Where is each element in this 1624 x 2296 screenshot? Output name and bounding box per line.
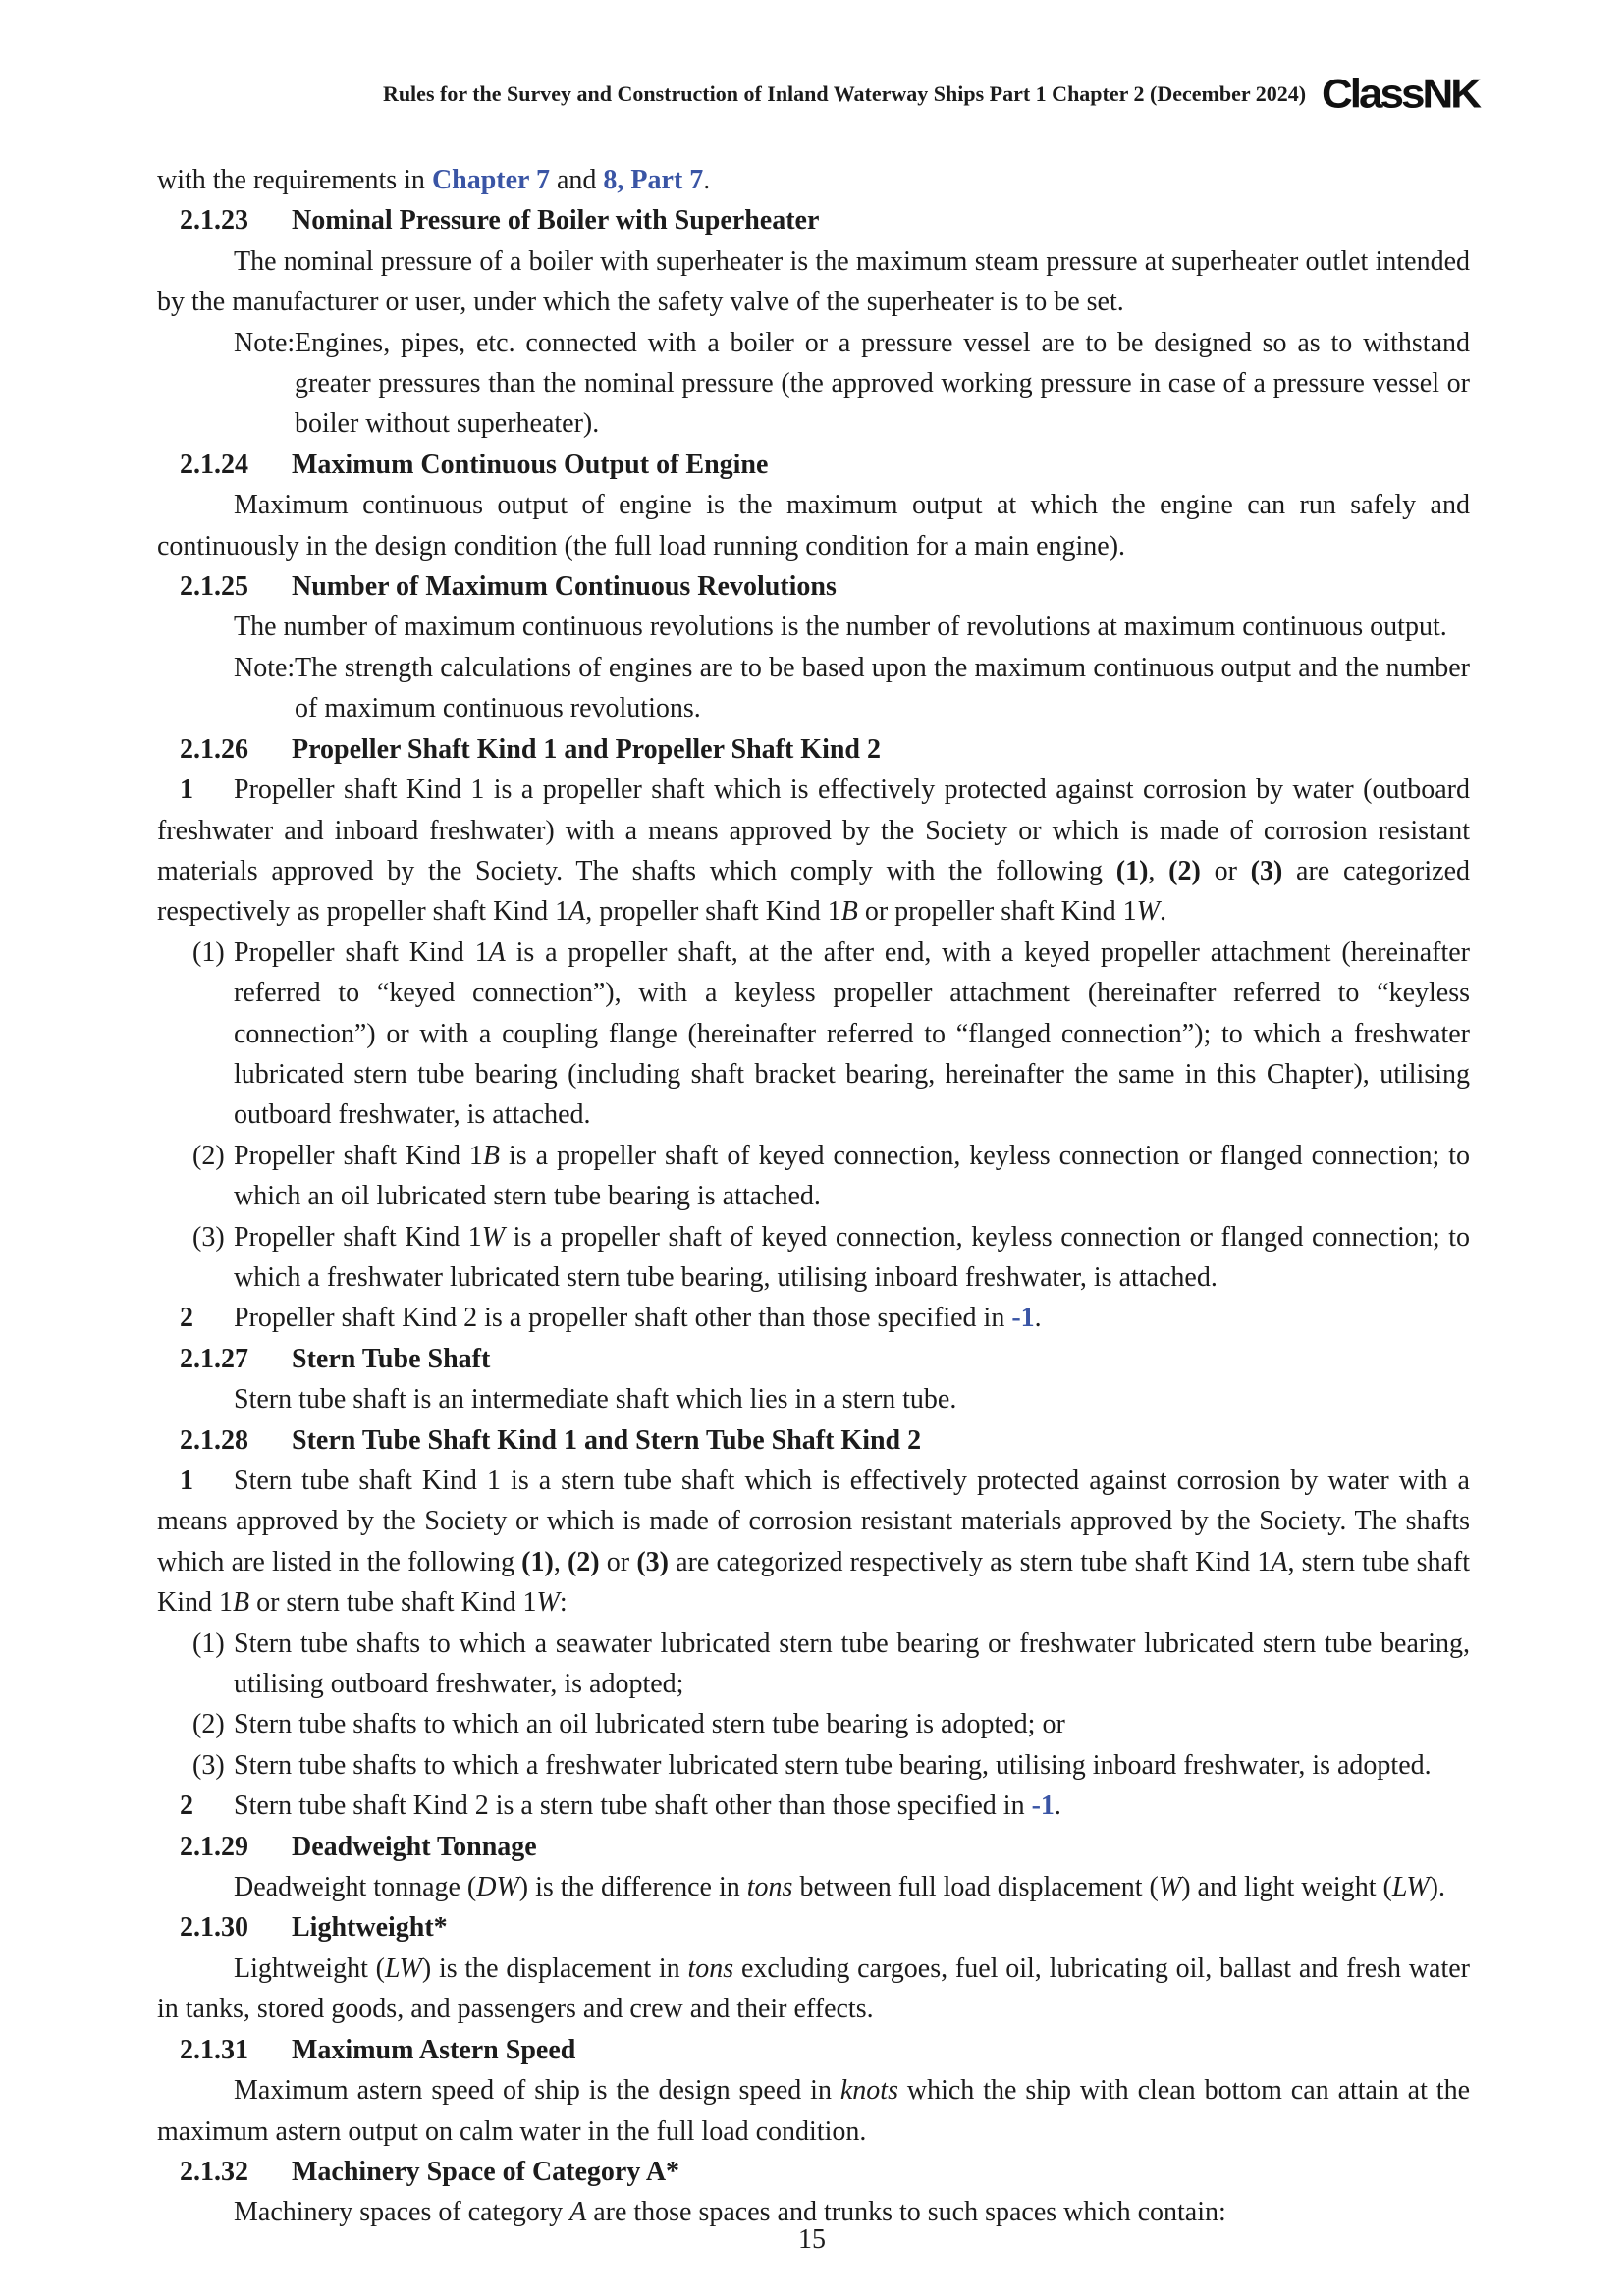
text-run: Propeller shaft Kind 1 is a propeller shaft which is effectively protected against corrosion by water (outboard freshwater and inboard freshwater) with a means approved by the Society or which is made of corrosion resistant materials approved by the Society. The shafts which comply with the following [157,774,1470,886]
text-run: W [1136,896,1160,928]
paragraph [157,2070,1470,2152]
section-number: 2.1.23 [180,205,248,237]
section-heading [157,1420,1470,1461]
text-run: (3) [1250,855,1283,886]
note-paragraph [157,323,1470,445]
text-run: The strength calculations of engines are to be based upon the maximum continuous output and the number of maximum continuous revolutions. [295,652,1470,724]
text-run: (1) [1115,855,1149,886]
list-marker: (2) [192,1709,225,1740]
text-run: W [1158,1872,1182,1903]
section-title: Stern Tube Shaft Kind 1 and Stern Tube Shaft Kind 2 [292,1424,922,1456]
text-run: which the ship with clean bottom can attain at the maximum astern output on calm water in the full load condition. [157,2075,1470,2147]
section-number: 2.1.25 [180,571,248,603]
text-run: . [1034,1303,1042,1334]
text-run: : [559,1587,568,1619]
section-title: Deadweight Tonnage [292,1831,537,1862]
text-run: between full load displacement ( [792,1872,1159,1903]
note-label: Note: [234,652,296,683]
paragraph [157,241,1470,323]
text-run: or propeller shaft Kind 1 [857,896,1137,928]
text-run: or [1200,855,1251,886]
text-run: Stern tube shaft Kind 2 is a stern tube shaft other than those specified in [234,1790,1032,1822]
text-run: ) and light weight ( [1181,1872,1392,1903]
text-run: ) is the displacement in [421,1952,688,1984]
section-number: 2.1.29 [180,1831,248,1862]
paragraph [157,160,1470,200]
text-run: Machinery spaces of category [234,2197,570,2228]
text-run: B [840,896,858,928]
item-number: 1 [180,1466,193,1496]
section-title: Maximum Continuous Output of Engine [292,449,769,480]
numbered-paragraph [157,770,1470,933]
text-run: A [488,936,506,968]
text-run: . [1159,896,1166,928]
text-run: Stern tube shafts to which a freshwater lubricated stern tube bearing, utilising inboard freshwater, is adopted. [234,1749,1432,1781]
listitem-paragraph [157,1136,1470,1217]
paragraph [157,485,1470,566]
cross-reference-link[interactable]: -1 [1011,1303,1035,1334]
section-title: Propeller Shaft Kind 1 and Propeller Shaft Kind 2 [292,733,882,765]
item-number: 1 [180,774,193,806]
page-number: 15 [798,2224,826,2255]
section-title: Number of Maximum Continuous Revolutions [292,571,837,603]
numbered-paragraph [157,1461,1470,1624]
section-heading [157,200,1470,240]
section-number: 2.1.31 [180,2034,248,2065]
text-run: (1) [521,1546,554,1577]
text-run: B [233,1587,250,1619]
text-run: ). [1429,1872,1445,1903]
list-marker: (1) [192,1628,225,1659]
text-run: The number of maximum continuous revolutions is the number of revolutions at maximum continuous output. [234,612,1447,643]
text-run: A [569,2197,587,2228]
text-run: Propeller shaft Kind 1 [234,1221,482,1253]
text-run: The nominal pressure of a boiler with superheater is the maximum steam pressure at superheater outlet intended by the manufacturer or user, under which the safety valve of the superheater is to be set. [157,245,1470,318]
listitem-paragraph [157,1704,1470,1744]
listitem-paragraph [157,1745,1470,1786]
section-heading [157,2152,1470,2192]
paragraph [157,1379,1470,1419]
text-run: Deadweight tonnage ( [234,1872,477,1903]
text-run: Engines, pipes, etc. connected with a boiler or a pressure vessel are to be designed so as to withstand greater pressures than the nominal pressure (the approved working pressure in case of a pressure vessel or boiler without superheater). [295,327,1470,440]
listitem-paragraph [157,933,1470,1136]
section-number: 2.1.30 [180,1912,248,1944]
text-run: is a propeller shaft, at the after end, with a keyed propeller attachment (hereinafter referred to “keyed connection”), with a keyless propeller attachment (hereinafter referred to “keyless connection”) or with a coupling flange (hereinafter referred to “flanged connection”); to which a freshwater lubricated stern tube bearing (including shaft bracket bearing, hereinafter the same in this Chapter), utilising outboard freshwater, is attached. [234,936,1470,1131]
list-marker: (2) [192,1140,225,1171]
text-run: Lightweight ( [234,1952,385,1984]
text-run: , propeller shaft Kind 1 [585,896,841,928]
list-marker: (1) [192,936,225,968]
text-run: , [553,1546,568,1577]
text-run: excluding cargoes, fuel oil, lubricating oil, ballast and fresh water in tanks, stored goods, and passengers and crew and their effects. [157,1952,1470,2025]
text-run: with the requirements in [157,165,432,195]
paragraph [157,1949,1470,2030]
text-run: W [481,1221,506,1253]
text-run: LW [1391,1872,1430,1903]
text-run: Stern tube shafts to which a seawater lubricated stern tube bearing or freshwater lubricated stern tube bearing, utilising outboard freshwater, is adopted; [234,1628,1470,1700]
section-title: Stern Tube Shaft [292,1343,491,1374]
text-run: . [1054,1790,1061,1822]
text-run: is a propeller shaft of keyed connection, keyless connection or flanged connection; to which an oil lubricated stern tube bearing is attached. [234,1140,1470,1212]
item-number: 2 [180,1303,193,1334]
section-heading [157,1827,1470,1867]
cross-reference-link[interactable]: Chapter 7 [431,165,550,195]
text-run: tons [746,1872,793,1903]
text-run: or [599,1546,637,1577]
text-run: are categorized respectively as propeller shaft Kind 1 [157,855,1471,928]
section-heading [157,1339,1470,1379]
text-run: B [482,1140,501,1171]
text-run: is a propeller shaft of keyed connection, keyless connection or flanged connection; to which a freshwater lubricated stern tube bearing, utilising inboard freshwater, is attached. [234,1221,1470,1293]
text-run: , stern tube shaft Kind 1 [157,1546,1471,1619]
list-marker: (3) [192,1221,225,1253]
text-run: ) is the difference in [518,1872,747,1903]
cross-reference-link[interactable]: 8, Part 7 [603,165,704,195]
text-run: LW [384,1952,422,1984]
section-number: 2.1.24 [180,449,248,480]
text-run: or stern tube shaft Kind 1 [249,1587,537,1619]
list-marker: (3) [192,1749,225,1781]
page-header [157,73,1479,116]
text-run: A [1271,1546,1288,1577]
section-heading [157,566,1470,607]
section-heading [157,1907,1470,1948]
text-run: Propeller shaft Kind 2 is a propeller shaft other than those specified in [234,1303,1012,1334]
paragraph [157,607,1470,647]
section-heading [157,729,1470,770]
section-number: 2.1.32 [180,2156,248,2187]
section-number: 2.1.27 [180,1343,248,1374]
text-run: Stern tube shafts to which an oil lubricated stern tube bearing is adopted; or [234,1709,1065,1740]
text-run: knots [839,2075,898,2107]
classnk-logo: ClassNK [1322,71,1479,117]
section-heading [157,2030,1470,2070]
paragraph [157,1867,1470,1907]
document-body [157,160,1470,2233]
section-title: Lightweight* [292,1912,448,1944]
text-run: Stern tube shaft is an intermediate shaft which lies in a stern tube. [234,1384,957,1415]
section-number: 2.1.26 [180,733,248,765]
text-run: A [568,896,586,928]
note-paragraph [157,648,1470,729]
text-run: Propeller shaft Kind 1 [234,1140,483,1171]
text-run: and [549,165,604,195]
text-run: are categorized respectively as stern tube shaft Kind 1 [668,1546,1272,1577]
text-run: (2) [1168,855,1201,886]
text-run: DW [476,1872,519,1903]
text-run: , [1148,855,1169,886]
numbered-paragraph [157,1298,1470,1338]
text-run: . [703,165,711,195]
text-run: (3) [636,1546,669,1577]
section-title: Machinery Space of Category A* [292,2156,680,2187]
text-run: are those spaces and trunks to such spaces which contain: [586,2197,1226,2228]
text-run: Maximum continuous output of engine is the maximum output at which the engine can run safely and continuously in the design condition (the full load running condition for a main engine). [157,490,1470,561]
text-run: W [536,1587,560,1619]
section-heading [157,445,1470,485]
header-title: Rules for the Survey and Construction of Inland Waterway Ships Part 1 Chapter 2 (December 2024) [382,81,1307,106]
section-number: 2.1.28 [180,1424,248,1456]
note-label: Note: [234,327,296,358]
cross-reference-link[interactable]: -1 [1031,1790,1055,1822]
listitem-paragraph [157,1624,1470,1705]
text-run: Propeller shaft Kind 1 [234,936,489,968]
item-number: 2 [180,1790,193,1822]
section-title: Maximum Astern Speed [292,2034,576,2065]
page-footer [0,2224,1624,2256]
numbered-paragraph [157,1786,1470,1826]
section-title: Nominal Pressure of Boiler with Superheater [292,205,820,237]
text-run: Maximum astern speed of ship is the design speed in [234,2075,840,2107]
text-run: Stern tube shaft Kind 1 is a stern tube shaft which is effectively protected against corrosion by water with a means approved by the Society or which is made of corrosion resistant materials approved by the Society. The shafts which are listed in the following [157,1466,1470,1577]
text-run: tons [687,1952,734,1984]
listitem-paragraph [157,1217,1470,1299]
text-run: (2) [567,1546,600,1577]
